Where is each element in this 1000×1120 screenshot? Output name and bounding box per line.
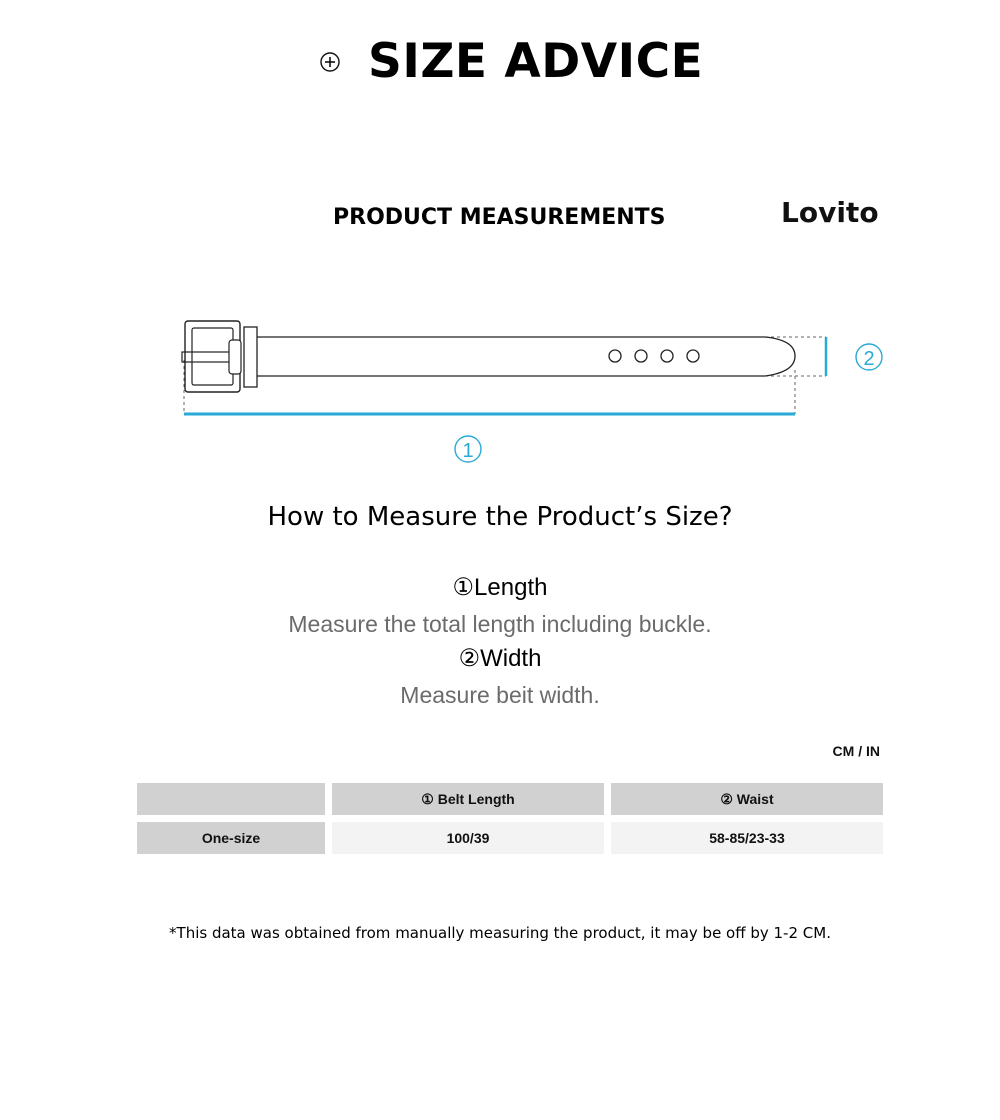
section-title: PRODUCT MEASUREMENTS <box>333 205 666 230</box>
table-row-size: One-size <box>137 822 325 854</box>
table-header-belt-length: ① Belt Length <box>332 783 604 815</box>
page-title: SIZE ADVICE <box>368 34 704 89</box>
step-width-desc: Measure beit width. <box>400 682 600 708</box>
belt-hole <box>687 350 699 362</box>
buckle-prong <box>229 340 241 374</box>
belt-diagram <box>0 0 1000 480</box>
table-header-cell <box>137 783 325 815</box>
belt-hole <box>609 350 621 362</box>
table-cell-belt-length: 100/39 <box>332 822 604 854</box>
footnote: *This data was obtained from manually measuring the product, it may be off by 1-2 CM. <box>169 924 831 942</box>
step-length-desc: Measure the total length including buckle. <box>288 611 712 637</box>
belt-loop <box>244 327 257 387</box>
table-header-waist: ② Waist <box>611 783 883 815</box>
belt-hole <box>661 350 673 362</box>
step-width-label: ②Width <box>458 645 542 672</box>
belt-hole <box>635 350 647 362</box>
brand-logo: Lovito <box>781 196 879 229</box>
table-cell-waist: 58-85/23-33 <box>611 822 883 854</box>
units-label: CM / IN <box>832 743 880 759</box>
belt-strap <box>244 337 795 376</box>
how-to-measure-title: How to Measure the Product’s Size? <box>267 502 733 532</box>
step-length-label: ①Length <box>452 574 548 601</box>
length-marker-label: 1 <box>462 440 474 462</box>
width-marker-label: 2 <box>863 348 875 370</box>
